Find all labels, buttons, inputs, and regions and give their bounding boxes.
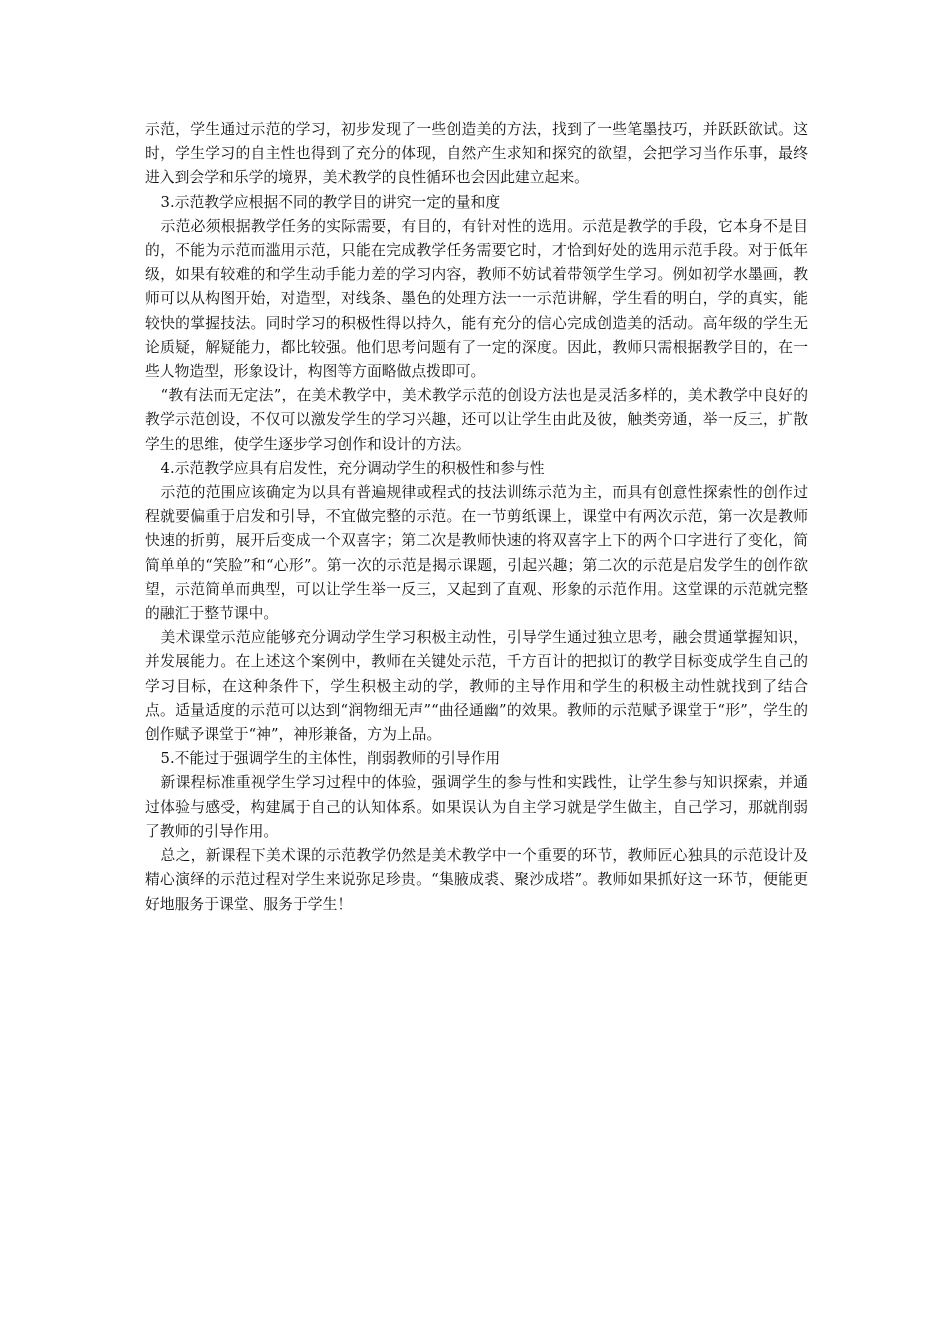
section-heading-4: 4.示范教学应具有启发性，充分调动学生的积极性和参与性 bbox=[160, 459, 545, 477]
document-body bbox=[145, 118, 808, 917]
paragraph-intro: 示范，学生通过示范的学习，初步发现了一些创造美的方法，找到了一些笔墨技巧，并跃跃欲试。这时，学生学习的自主性也得到了充分的体现，自然产生求知和探究的欲望，会把学习当作乐事，最终进入到会学和乐学的境界，美术教学的良性循环也会因此建立起来。 bbox=[145, 121, 808, 187]
paragraph-3-2: “教有法而无定法”，在美术教学中，美术教学示范的创设方法也是灵活多样的，美术教学中良好的教学示范创设，不仅可以激发学生的学习兴趣，还可以让学生由此及彼，触类旁通，举一反三，扩散学生的思维，使学生逐步学习创作和设计的方法。 bbox=[145, 387, 808, 453]
section-heading-3: 3.示范教学应根据不同的教学目的讲究一定的量和度 bbox=[160, 193, 501, 211]
section-heading-5: 5.不能过于强调学生的主体性，削弱教师的引导作用 bbox=[160, 750, 501, 768]
paragraph-conclusion: 总之，新课程下美术课的示范教学仍然是美术教学中一个重要的环节，教师匠心独具的示范设计及精心演绎的示范过程对学生来说弥足珍贵。“集腋成裘、聚沙成塔”。教师如果抓好这一环节，便能更好地服务于课堂、服务于学生！ bbox=[145, 847, 808, 913]
paragraph-4-2: 美术课堂示范应能够充分调动学生学习积极主动性，引导学生通过独立思考，融会贯通掌握知识，并发展能力。在上述这个案例中，教师在关键处示范，千方百计的把拟订的教学目标变成学生自己的学习目标，在这种条件下，学生积极主动的学，教师的主导作用和学生的积极主动性就找到了结合点。适量适度的示范可以达到“润物细无声”“曲径通幽”的效果。教师的示范赋予课堂于“形”，学生的创作赋予课堂于“神”，神形兼备，方为上品。 bbox=[145, 629, 808, 744]
paragraph-3-1: 示范必须根据教学任务的实际需要，有目的，有针对性的选用。示范是教学的手段，它本身不是目的，不能为示范而滥用示范，只能在完成教学任务需要它时，才恰到好处的选用示范手段。对于低年级，如果有较难的和学生动手能力差的学习内容，教师不妨试着带领学生学习。例如初学水墨画，教师可以从构图开始，对造型，对线条、墨色的处理方法一一示范讲解，学生看的明白，学的真实，能较快的掌握技法。同时学习的积极性得以持久，能有充分的信心完成创造美的活动。高年级的学生无论质疑，解疑能力，都比较强。他们思考问题有了一定的深度。因此，教师只需根据教学目的，在一些人物造型，形象设计，构图等方面略做点拨即可。 bbox=[145, 217, 808, 381]
paragraph-4-1: 示范的范围应该确定为以具有普遍规律或程式的技法训练示范为主，而具有创意性探索性的创作过程就要偏重于启发和引导，不宜做完整的示范。在一节剪纸课上，课堂中有两次示范，第一次是教师快速的折剪，展开后变成一个双喜字；第二次是教师快速的将双喜字上下的两个口字进行了变化，简简单单的“笑脸”和“心形”。第一次的示范是揭示课题，引起兴趣；第二次的示范是启发学生的创作欲望，示范简单而典型，可以让学生举一反三，又起到了直观、形象的示范作用。这堂课的示范就完整的融汇于整节课中。 bbox=[145, 484, 808, 623]
paragraph-5-1: 新课程标准重视学生学习过程中的体验，强调学生的参与性和实践性，让学生参与知识探索，并通过体验与感受，构建属于自己的认知体系。如果误认为自主学习就是学生做主，自己学习，那就削弱了教师的引导作用。 bbox=[145, 774, 808, 840]
